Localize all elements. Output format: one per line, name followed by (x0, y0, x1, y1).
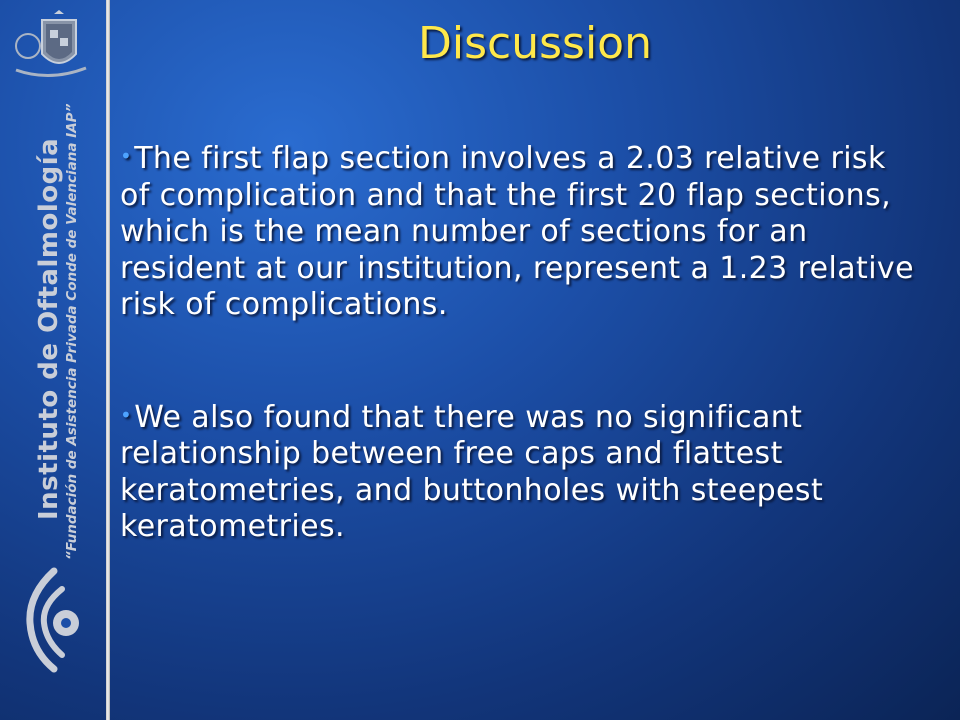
slide-body (120, 138, 920, 546)
bullet-dot-icon: • (120, 144, 133, 168)
bullet-dot-icon: • (120, 402, 133, 427)
bullet-text: We also found that there was no significant relationship between free caps and flattest keratometries, and buttonholes with steepest keratometries. (120, 399, 824, 544)
slide-title: Discussion (418, 18, 652, 69)
sidebar (0, 0, 108, 720)
institute-name: Instituto de Oftalmología (34, 137, 64, 520)
sidebar-divider (106, 0, 110, 720)
institution-crest-icon (10, 10, 92, 82)
eye-logo-icon (24, 565, 90, 675)
foundation-name: “Fundación de Asistencia Privada Conde de Valenciana IAP” (64, 103, 80, 560)
bullet-item (120, 397, 920, 546)
bullet-text: The first flap section involves a 2.03 relative risk of complication and that the first 20 flap sections, which is the mean number of sections for an resident at our institution, represent a 1.23 relative risk of complications. (120, 141, 914, 322)
bullet-item (120, 138, 920, 324)
